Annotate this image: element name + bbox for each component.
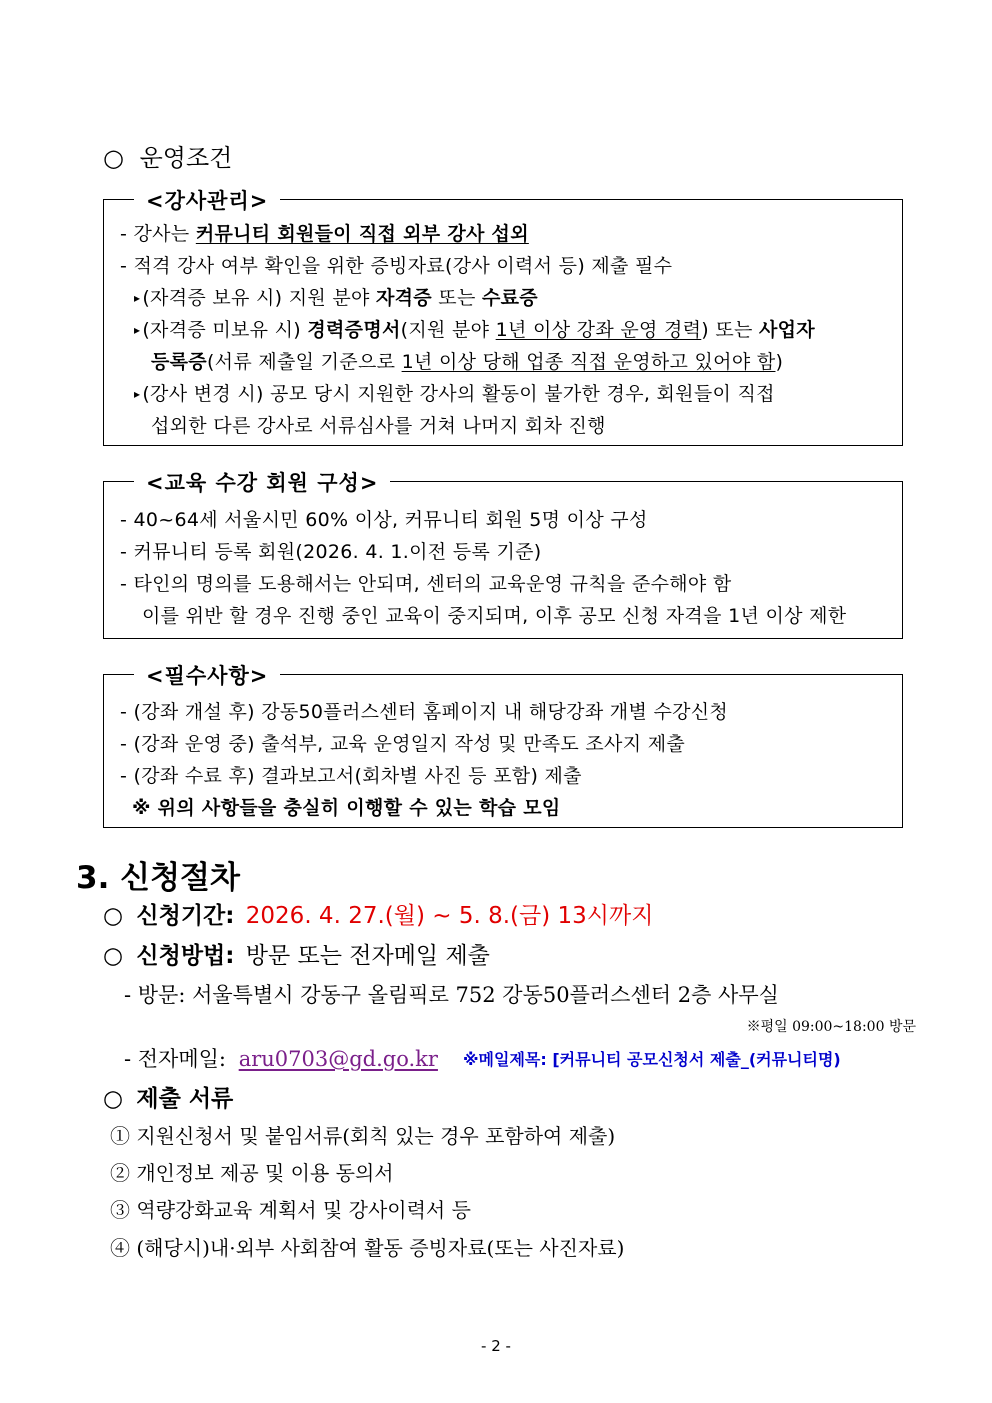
members-line-2: - 커뮤니티 등록 회원(2026. 4. 1.이전 등록 기준) xyxy=(120,541,542,563)
doc-item-2: ② 개인정보 제공 및 이용 동의서 xyxy=(110,1161,394,1185)
instructor-line-3: ▸ (자격증 보유 시) 지원 분야 자격증 또는 수료증 xyxy=(134,287,538,309)
heading-bullet: ○ xyxy=(103,943,124,969)
requirements-box-title: <필수사항> xyxy=(134,660,280,690)
requirements-line-2: - (강좌 운영 중) 출석부, 교육 운영일지 작성 및 만족도 조사지 제출 xyxy=(120,733,686,755)
doc-item-1: ① 지원신청서 및 붙임서류(회칙 있는 경우 포함하여 제출) xyxy=(110,1124,616,1148)
ops-heading-text: 운영조건 xyxy=(139,144,233,172)
visit-line: - 방문: 서울특별시 강동구 올림픽로 752 강동50플러스센터 2층 사무실 xyxy=(124,983,779,1007)
docs-label: 제출 서류 xyxy=(136,1086,234,1112)
heading-bullet: ○ xyxy=(103,1086,124,1112)
instructor-line-5: 등록증(서류 제출일 기준으로 1년 이상 당해 업종 직접 운영하고 있어야 함) xyxy=(151,351,784,373)
members-line-3: - 타인의 명의를 도용해서는 안되며, 센터의 교육운영 규칙을 준수해야 함 xyxy=(120,573,732,595)
members-line-4: 이를 위반 할 경우 진행 중인 교육이 중지되며, 이후 공모 신청 자격을 1년 이상 제한 xyxy=(142,605,847,627)
email-note: ※메일제목: [커뮤니티 공모신청서 제출_(커뮤니티명) xyxy=(463,1050,841,1069)
instructor-line-2: - 적격 강사 여부 확인을 위한 증빙자료(강사 이력서 등) 제출 필수 xyxy=(120,255,673,277)
heading-bullet: ○ xyxy=(103,144,124,172)
doc-item-3: ③ 역량강화교육 계획서 및 강사이력서 등 xyxy=(110,1198,471,1222)
visit-note: ※평일 09:00~18:00 방문 xyxy=(746,1019,916,1035)
members-box-title: <교육 수강 회원 구성> xyxy=(134,467,390,497)
instructor-line-7: 섭외한 다른 강사로 서류심사를 거쳐 나머지 회차 진행 xyxy=(151,415,606,437)
members-line-1: - 40~64세 서울시민 60% 이상, 커뮤니티 회원 5명 이상 구성 xyxy=(120,509,648,531)
doc-item-4: ④ (해당시)내·외부 사회참여 활동 증빙자료(또는 사진자료) xyxy=(110,1236,625,1260)
method-row xyxy=(103,937,490,970)
method-value: 방문 또는 전자메일 제출 xyxy=(245,943,490,969)
email-row xyxy=(124,1043,438,1073)
triangle-icon: ▸ xyxy=(134,323,141,337)
triangle-icon: ▸ xyxy=(134,387,141,401)
period-value: 2026. 4. 27.(월) ~ 5. 8.(금) 13시까지 xyxy=(245,903,654,929)
instructor-line-4: ▸ (자격증 미보유 시) 경력증명서(지원 분야 1년 이상 강좌 운영 경력) 또는 사업자 xyxy=(134,319,815,341)
page-number: - 2 - xyxy=(481,1337,511,1355)
instructor-line-1: - 강사는 커뮤니티 회원들이 직접 외부 강사 섭외 xyxy=(120,223,529,245)
heading-bullet: ○ xyxy=(103,903,124,929)
instructor-key-text: 커뮤니티 회원들이 직접 외부 강사 섭외 xyxy=(195,223,529,245)
method-label: 신청방법: xyxy=(136,943,235,969)
period-row xyxy=(103,897,653,930)
email-label: - 전자메일: xyxy=(124,1047,226,1071)
requirements-line-3: - (강좌 수료 후) 결과보고서(회차별 사진 등 포함) 제출 xyxy=(120,765,582,787)
instructor-line-6: ▸ (강사 변경 시) 공모 당시 지원한 강사의 활동이 불가한 경우, 회원들이 직접 xyxy=(134,383,775,405)
requirements-line-4: ※ 위의 사항들을 충실히 이행할 수 있는 학습 모임 xyxy=(132,797,561,819)
requirements-line-1: - (강좌 개설 후) 강동50플러스센터 홈페이지 내 해당강좌 개별 수강신청 xyxy=(120,701,729,723)
docs-heading xyxy=(103,1080,233,1113)
email-link[interactable]: aru0703@gd.go.kr xyxy=(238,1047,438,1071)
instructor-box-title: <강사관리> xyxy=(134,185,280,215)
ops-heading xyxy=(103,138,232,173)
section-title: 3. 신청절차 xyxy=(76,860,240,896)
triangle-icon: ▸ xyxy=(134,291,141,305)
period-label: 신청기간: xyxy=(136,903,235,929)
